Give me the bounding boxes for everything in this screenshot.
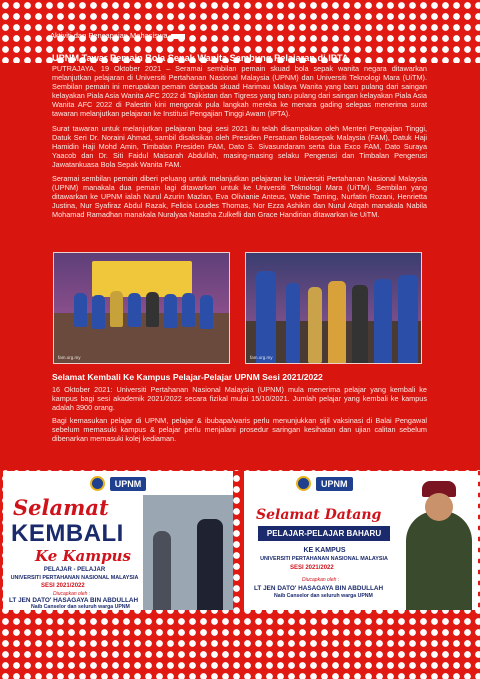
- person-figure: [286, 283, 300, 363]
- banner-diucapkan: Diucapkan oleh :: [302, 577, 340, 583]
- photo-row: [53, 252, 425, 364]
- banner-ribbon: PELAJAR-PELAJAR BAHARU: [258, 526, 390, 541]
- photo-caption: fam.org.my: [250, 355, 273, 360]
- banner-sub: Naib Canselor dan seluruh warga UPNM: [274, 593, 373, 599]
- university-crest-icon: [90, 476, 105, 491]
- photo-caption: fam.org.my: [58, 355, 81, 360]
- person-figure: [197, 519, 223, 610]
- logo-text: UPNM: [316, 477, 353, 491]
- person-figure: [200, 295, 213, 329]
- person-figure: [256, 271, 276, 364]
- section-header: [50, 29, 185, 43]
- person-figure: [128, 293, 141, 327]
- person-figure: [146, 292, 159, 327]
- banner-line2: UNIVERSITI PERTAHANAN NASIONAL MALAYSIA: [260, 556, 388, 562]
- welcome-back-banner: [3, 471, 233, 610]
- person-figure: [352, 285, 368, 364]
- person-figure: [398, 275, 418, 364]
- person-figure: [153, 531, 171, 610]
- welcome-new-banner: [244, 471, 478, 610]
- banner-line1: KE KAMPUS: [303, 547, 346, 554]
- banner-script-datang: Selamat Datang: [256, 507, 382, 523]
- person-figure: [328, 281, 346, 364]
- banner-name: LT JEN DATO' HASAGAYA BIN ABDULLAH: [254, 585, 384, 592]
- banner-diucapkan: Diucapkan oleh :: [53, 591, 91, 597]
- university-crest-icon: [296, 476, 311, 491]
- article2-title: Selamat Kembali Ke Kampus Pelajar-Pelajar UPNM Sesi 2021/2022: [52, 372, 323, 382]
- banner-name: LT JEN DATO' HASAGAYA BIN ABDULLAH: [9, 597, 139, 604]
- article2-paragraph: Bagi kemasukan pelajar di UPNM, pelajar & ibubapa/waris perlu menunjukkan sijil vaksinasi di Balai Pengawal sebelum memasuki kampus & pelajar perlu menjalani prosedur saringan kesihatan dan ujian calitan sebelum dibenarkan memasuki kolej kediaman.: [52, 416, 427, 444]
- photo-handover: [245, 252, 422, 364]
- article1-title: UPNM Tawar Pemain Bola Sepak Wanita Sambung Pelajaran di IPTA: [52, 53, 349, 63]
- person-figure: [74, 293, 87, 327]
- banner-logo: [3, 476, 233, 491]
- photo-group-stage: [53, 252, 230, 364]
- person-figure: [92, 295, 105, 329]
- banner-line1: PELAJAR - PELAJAR: [43, 567, 106, 573]
- person-figure: [164, 294, 177, 328]
- banner-script-selamat: Selamat: [13, 495, 109, 520]
- stage-banner: [92, 261, 192, 297]
- person-figure: [374, 279, 392, 364]
- person-figure: [182, 293, 195, 327]
- dotted-footer: [0, 612, 480, 679]
- officer-face: [425, 493, 453, 521]
- banner-sesi: SESI 2021/2022: [290, 565, 334, 571]
- section-label: Aktiviti dan Pencapaian Mahasiswa: [50, 31, 168, 40]
- banner-big-kembali: KEMBALI: [11, 520, 124, 547]
- article1-paragraph: Seramai sembilan pemain diberi peluang untuk melanjutkan pelajaran ke Universiti Pertahanan Nasional Malaysia (UPNM) manakala dua pemain lagi ditawarkan untuk ke Universiti Teknologi Mara (UiTM). Sembilan yang ditawarkan ke UPNM ialah Nurul Azurin Mazlan, Eva Olivianie Anteus, Wahie Taming, Nurfatin Rozani, Henrietta Justina, Nur Syafiraz Abdul Razak, Felicia Loudes Thomas, Nor Ezza Ashikin dan Nurul Atiqah manakala Nabila Mohamad Ramadhan manakala Nuralyaa Natasha Zulkefli dan Grace Handirian ditawarkan ke UiTM.: [52, 174, 427, 220]
- article1-body: [52, 64, 427, 225]
- article1-paragraph: Surat tawaran untuk melanjutkan pelajaran bagi sesi 2021 itu telah disampaikan oleh Menteri Pengajian Tinggi, Datuk Seri Dr. Noraini Ahmad, sambil disaksikan oleh Presiden Persatuan Bolasepak Malaysia (FAM), Datuk Haji Hamidin Haji Mohd Amin, Timbalan Presiden FAM, Dato S. Sivasundaram serta dua Exco FAM, Dato Suraya Yaacob dan Dr. Siti Faidul Maisarah Abdullah, masing-masing selaku Pengerusi dan Timbalan Pengerusi Jawatankuasa Bola Sepak Wanita FAM.: [52, 123, 427, 169]
- banner-script-kampus: Ke Kampus: [35, 547, 131, 565]
- banner-sub: Naib Canselor dan seluruh warga UPNM: [31, 604, 130, 610]
- banner-line2: UNIVERSITI PERTAHANAN NASIONAL MALAYSIA: [10, 575, 139, 581]
- person-figure: [110, 291, 123, 327]
- banner-sesi: SESI 2021/2022: [41, 583, 85, 589]
- article2-paragraph: 16 Oktober 2021: Universiti Pertahanan Nasional Malaysia (UPNM) mula menerima pelajar yang kembali ke kampus bagi sesi akademik 2021/2022 secara fizikal mulai 15/10/2021. Jumlah pelajar yang kembali ke kampus adalah 3900 orang.: [52, 385, 427, 413]
- person-figure: [308, 287, 322, 363]
- article2-body: [52, 385, 427, 448]
- logo-text: UPNM: [110, 477, 147, 491]
- officer-portrait: [406, 511, 472, 610]
- article1-paragraph: PUTRAJAYA, 19 Oktober 2021 – Seramai sembilan pemain skuad bola sepak wanita negara ditawarkan melanjutkan pelajaran di Universiti Pertahanan Nasional Malaysia (UPNM) dan Universiti Teknologi Mara (UiTM). Sembilan pemain ini merupakan pemain daripada skuad Harimau Malaya Wanita yang baru pulang dari saingan kelayakan Piala Asia Wanita AFC 2022 di Tajikistan dan Tigress yang baru pulang dari saingan kelayakan Piala Asia Wanita AFC 2022 di Palestin kini mengorak pula langkah mereka ke menara gading selepas menerima surat tawaran melanjutkan pelajaran ke Institusi Pengajian Tinggi Awam (IPTA).: [52, 64, 427, 119]
- header-bar: [171, 34, 185, 39]
